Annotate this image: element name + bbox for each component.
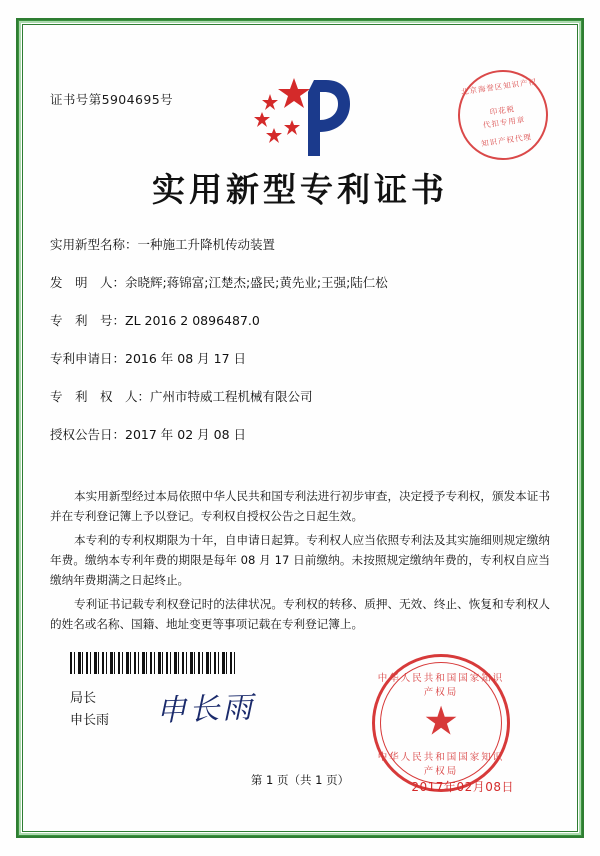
tax-stamp-seal xyxy=(452,64,554,166)
seal-arc-top: 中华人民共和国国家知识产权局 xyxy=(377,673,505,698)
signature-name: 申长雨 xyxy=(70,713,110,728)
seal-star-icon: ★ xyxy=(423,698,459,744)
tax-stamp-line2: 印花税 xyxy=(489,104,516,117)
field-label-utility-model-name: 实用新型名称： xyxy=(50,237,138,252)
seal-date: 2017年02月08日 xyxy=(411,780,514,794)
signature-title: 局长 xyxy=(70,691,97,706)
field-value-utility-model-name: 一种施工升降机传动装置 xyxy=(137,237,276,252)
body-text xyxy=(50,486,550,638)
field-row-patentee xyxy=(50,388,550,406)
tax-stamp-line4: 知识产权代理 xyxy=(480,132,533,149)
field-label-patent-number: 专 利 号： xyxy=(50,313,126,328)
seal-arc-bottom: 中华人民共和国国家知识产权局 xyxy=(377,752,505,777)
body-paragraph-3: 专利证书记载专利权登记时的法律状况。专利权的转移、质押、无效、终止、恢复和专利权人的姓名或名称、国籍、地址变更等事项记载在专利登记簿上。 xyxy=(50,597,550,631)
signature-block xyxy=(70,688,109,732)
field-row-application-date xyxy=(50,350,550,368)
tax-stamp-line1: 北京海誉区知识产权 xyxy=(460,76,538,97)
certificate-content xyxy=(46,54,554,802)
field-label-grant-date: 授权公告日： xyxy=(50,427,126,442)
field-list xyxy=(50,236,550,464)
field-value-inventors: 余晓辉;蒋锦富;江楚杰;盛民;黄先业;王强;陆仁松 xyxy=(125,275,388,290)
field-value-grant-date: 2017 年 02 月 08 日 xyxy=(125,427,247,442)
field-label-inventors: 发 明 人： xyxy=(50,275,126,290)
field-row-grant-date xyxy=(50,426,550,444)
certificate-number: 证书号第5904695号 xyxy=(50,92,173,107)
field-row-inventors xyxy=(50,274,550,292)
body-paragraph-2: 本专利的专利权期限为十年，自申请日起算。专利权人应当依照专利法及其实施细则规定缴纳年费。缴纳本专利年费的期限是每年 08 月 17 日前缴纳。未按照规定缴纳年费的，专利权自应当缴纳年费期满之日起终止。 xyxy=(50,533,550,587)
page-title: 实用新型专利证书 xyxy=(152,170,448,209)
field-value-patent-number: ZL 2016 2 0896487.0 xyxy=(125,313,260,328)
page-footer: 第 1 页（共 1 页） xyxy=(250,773,350,787)
tax-stamp-line3: 代扣专用章 xyxy=(482,115,526,130)
patent-emblem-icon xyxy=(230,72,370,162)
handwritten-signature: 申长雨 xyxy=(155,690,256,729)
barcode-icon xyxy=(70,652,238,674)
field-row-patent-number xyxy=(50,312,550,330)
field-row-utility-model-name xyxy=(50,236,550,254)
field-value-application-date: 2016 年 08 月 17 日 xyxy=(125,351,247,366)
field-label-application-date: 专利申请日： xyxy=(50,351,126,366)
field-label-patentee: 专 利 权 人： xyxy=(50,389,151,404)
field-value-patentee: 广州市特威工程机械有限公司 xyxy=(150,389,313,404)
body-paragraph-1: 本实用新型经过本局依照中华人民共和国专利法进行初步审查，决定授予专利权，颁发本证书并在专利登记簿上予以登记。专利权自授权公告之日起生效。 xyxy=(50,489,550,523)
